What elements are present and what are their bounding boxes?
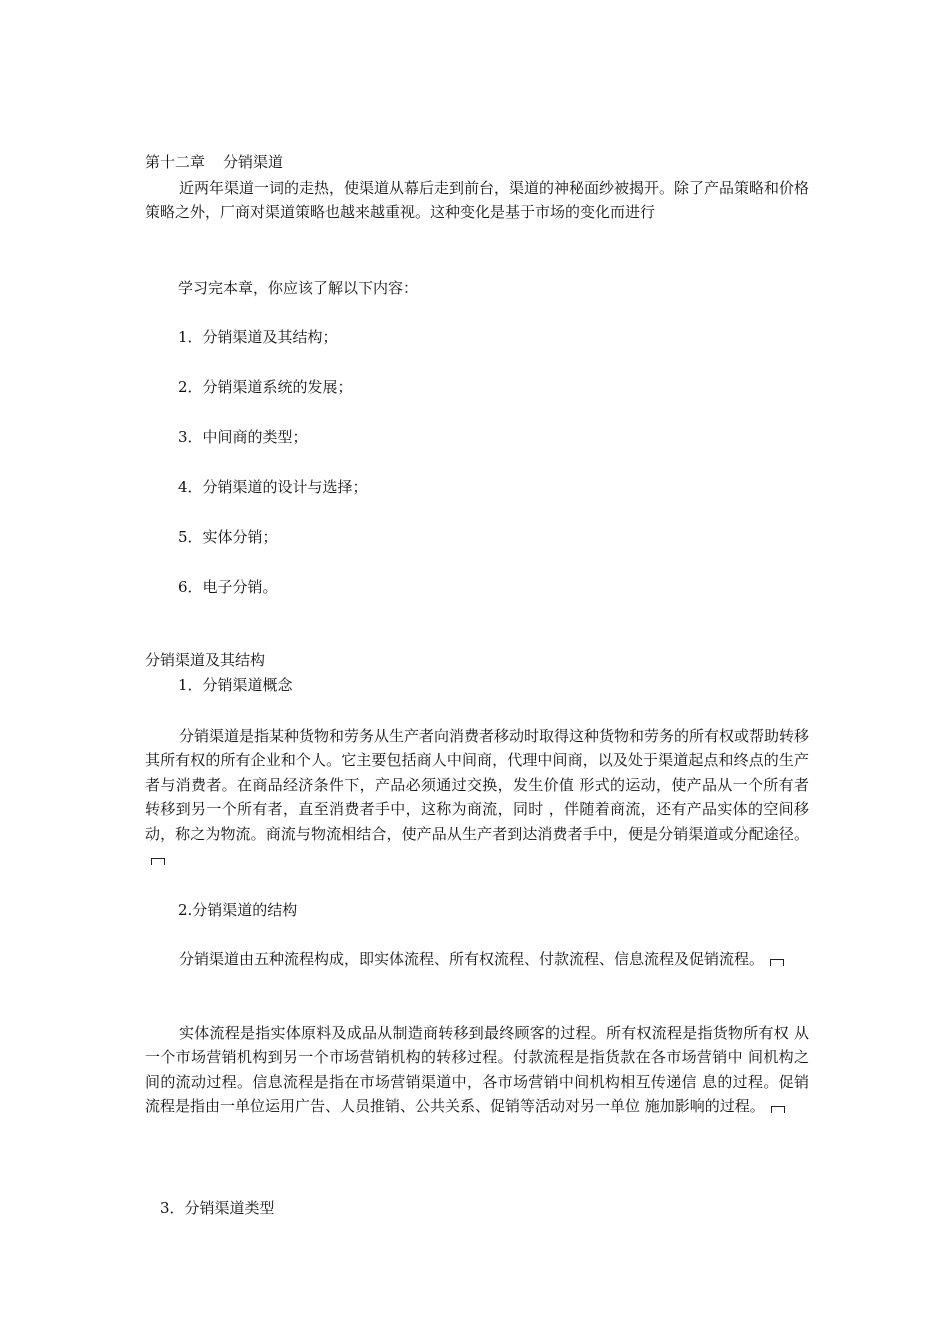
chapter-title: 分销渠道 [223,153,284,171]
objective-item-1: 1．分销渠道及其结构； [178,328,338,346]
subsection-1-text: 分销渠道是指某种货物和劳务从生产者向消费者移动时取得这种货物和劳务的所有权或帮助转移其所有权的所有企业和个人。它主要包括商人中间商，代理中间商，以及处于渠道起点和终点的生产者与消费者。在商品经济条件下，产品必须通过交换，发生价值 形式的运动，使产品从一个所有者转移到另一个所有者，直至消费者手中，这称为商流，同时 ，伴随着商流，还有产品实体的空间移动，称之为物流。商流与物流相结合，使产品从生产者到达消费者手中，便是分销渠道或分配途径。 [145,727,810,843]
intro-paragraph: 近两年渠道一词的走热，使渠道从幕后走到前台，渠道的神秘面纱被揭开。除了产品策略和价格策略之外，厂商对渠道策略也越来越重视。这种变化是基于市场的变化而进行 [145,179,810,222]
subsection-3-title: 3．分销渠道类型 [160,1199,275,1217]
section-title: 分销渠道及其结构 [145,651,266,669]
subsection-2-paragraph-1 [145,947,809,971]
subsection-2-text-1: 分销渠道由五种流程构成，即实体流程、所有权流程、付款流程、信息流程及促销流程。 [179,950,765,968]
footnote-mark [151,858,165,865]
objective-item-6: 6．电子分销。 [178,578,278,596]
subsection-1-paragraph [145,724,809,870]
footnote-mark [771,1106,785,1113]
subsection-1-title: 1．分销渠道概念 [178,676,293,694]
objective-item-4: 4．分销渠道的设计与选择； [178,478,368,496]
subsection-2-title: 2.分销渠道的结构 [178,901,298,919]
chapter-heading [145,150,283,174]
objective-item-3: 3．中间商的类型； [178,428,308,446]
subsection-2-text-2: 实体流程是指实体原料及成品从制造商转移到最终顾客的过程。所有权流程是指货物所有权 从一个市场营销机构到另一个市场营销机构的转移过程。付款流程是指货款在各市场营销中 间机构之间的流动过程。信息流程是指在市场营销渠道中，各市场营销中间机构相互传递信 息的过程。促销流程是指由一单位运用广告、人员推销、公共关系、促销等活动对另一单位 施加影响的过程。 [145,1024,809,1116]
footnote-mark [770,959,784,966]
objectives-heading: 学习完本章，你应该了解以下内容： [178,279,419,297]
chapter-number: 第十二章 [145,153,206,171]
objective-item-5: 5．实体分销； [178,528,278,546]
subsection-2-paragraph-2 [145,1021,809,1119]
objective-item-2: 2．分销渠道系统的发展； [178,378,353,396]
